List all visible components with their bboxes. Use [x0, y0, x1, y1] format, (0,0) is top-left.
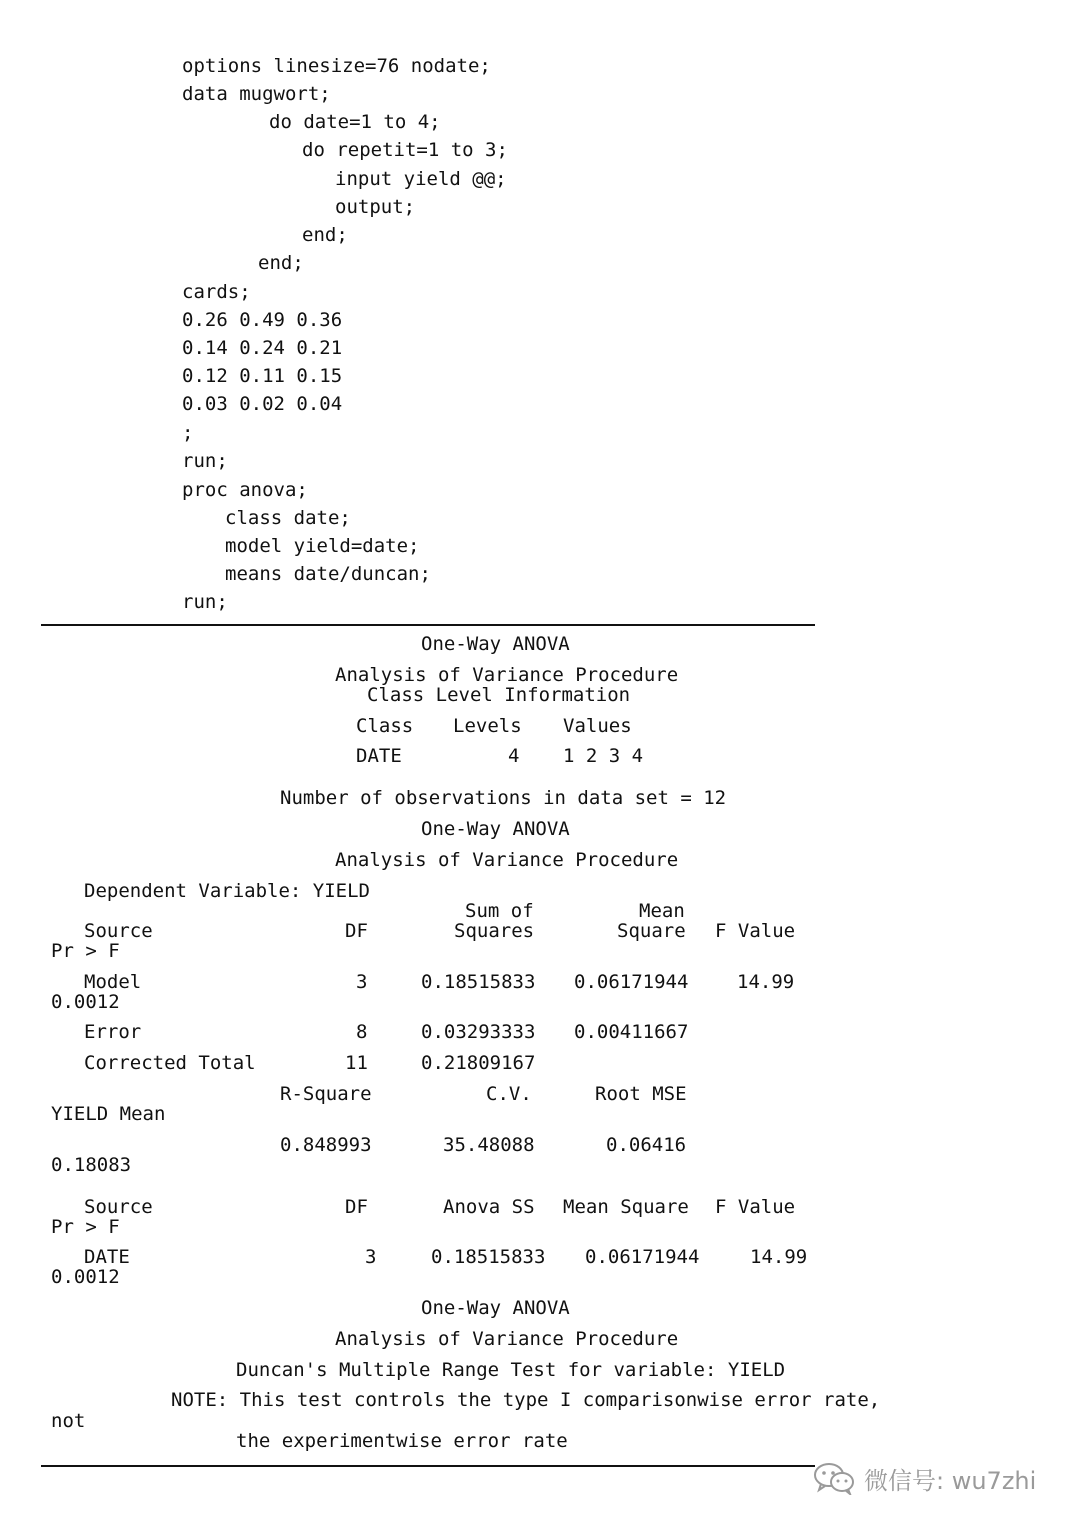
anova-model-f: 14.99 [737, 971, 795, 993]
fit-value-rsq: 0.848993 [280, 1134, 372, 1156]
anova-header-prf: Pr > F [51, 940, 120, 962]
type-header-p: Pr > F [51, 1216, 120, 1238]
type-header-source: Source [84, 1196, 153, 1218]
watermark [812, 1458, 1036, 1498]
anova-model-p: 0.0012 [51, 991, 120, 1013]
fit-header-rmse: Root MSE [595, 1083, 687, 1105]
fit-header-cv: C.V. [486, 1083, 532, 1105]
code-line: class date; [225, 507, 351, 529]
wechat-icon [812, 1461, 856, 1495]
divider-top [41, 624, 815, 626]
type-row-ss: 0.18515833 [431, 1246, 546, 1268]
type-header-df: DF [345, 1196, 368, 1218]
code-line: output; [335, 196, 416, 218]
anova-header-df: DF [345, 920, 368, 942]
anova-error-ss: 0.03293333 [421, 1021, 536, 1043]
class-row-class: DATE [356, 745, 402, 767]
fit-header-mean: YIELD Mean [51, 1103, 166, 1125]
anova-model-ms: 0.06171944 [574, 971, 689, 993]
output-title: One-Way ANOVA [421, 1297, 570, 1319]
fit-value-mean: 0.18083 [51, 1154, 132, 1176]
divider-bottom [41, 1465, 815, 1467]
anova-error-source: Error [84, 1021, 142, 1043]
code-line: 0.03 0.02 0.04 [182, 393, 343, 415]
anova-model-df: 3 [356, 971, 368, 993]
anova-model-source: Model [84, 971, 142, 993]
code-line: end; [258, 252, 304, 274]
type-row-source: DATE [84, 1246, 130, 1268]
code-line: means date/duncan; [225, 563, 431, 585]
type-header-ms: Mean Square [563, 1196, 689, 1218]
type-header-f: F Value [715, 1196, 796, 1218]
code-line: input yield @@; [335, 168, 507, 190]
output-subtitle: Analysis of Variance Procedure [335, 664, 679, 686]
type-header-ss: Anova SS [443, 1196, 535, 1218]
anova-model-ss: 0.18515833 [421, 971, 536, 993]
code-line: run; [182, 450, 228, 472]
output-title: One-Way ANOVA [421, 633, 570, 655]
output-subtitle: Analysis of Variance Procedure [335, 1328, 679, 1350]
class-header-values: Values [563, 715, 632, 737]
anova-error-ms: 0.00411667 [574, 1021, 689, 1043]
watermark-text: 微信号: wu7zhi [864, 1466, 1037, 1495]
anova-header-sum-of: Sum of [465, 900, 534, 922]
class-row-levels: 4 [508, 745, 520, 767]
code-line: 0.26 0.49 0.36 [182, 309, 343, 331]
dependent-variable: Dependent Variable: YIELD [84, 880, 370, 902]
class-row-values: 1 2 3 4 [563, 745, 644, 767]
code-line: options linesize=76 nodate; [182, 55, 491, 77]
anova-header-mean: Mean [639, 900, 685, 922]
code-line: data mugwort; [182, 83, 331, 105]
code-line: do repetit=1 to 3; [302, 139, 508, 161]
code-line: run; [182, 591, 228, 613]
anova-error-df: 8 [356, 1021, 368, 1043]
class-header-class: Class [356, 715, 414, 737]
code-line: 0.14 0.24 0.21 [182, 337, 343, 359]
type-row-df: 3 [365, 1246, 377, 1268]
code-line: ; [182, 422, 194, 444]
anova-header-fvalue: F Value [715, 920, 796, 942]
type-row-ms: 0.06171944 [585, 1246, 700, 1268]
type-row-f: 14.99 [750, 1246, 808, 1268]
output-title: One-Way ANOVA [421, 818, 570, 840]
fit-header-rsq: R-Square [280, 1083, 372, 1105]
note-line: NOTE: This test controls the type I comparisonwise error rate, [171, 1389, 881, 1411]
code-line: end; [302, 224, 348, 246]
output-subtitle: Analysis of Variance Procedure [335, 849, 679, 871]
note-line: the experimentwise error rate [236, 1430, 568, 1452]
anova-total-source: Corrected Total [84, 1052, 256, 1074]
anova-total-df: 11 [345, 1052, 368, 1074]
note-line: not [51, 1410, 86, 1432]
type-row-p: 0.0012 [51, 1266, 120, 1288]
class-header-levels: Levels [453, 715, 522, 737]
code-line: do date=1 to 4; [269, 111, 441, 133]
code-line: 0.12 0.11 0.15 [182, 365, 343, 387]
code-line: model yield=date; [225, 535, 420, 557]
anova-total-ss: 0.21809167 [421, 1052, 536, 1074]
fit-value-rmse: 0.06416 [606, 1134, 687, 1156]
code-line: cards; [182, 281, 251, 303]
anova-header-square: Square [617, 920, 686, 942]
anova-header-squares: Squares [454, 920, 535, 942]
fit-value-cv: 35.48088 [443, 1134, 535, 1156]
anova-header-source: Source [84, 920, 153, 942]
duncan-title: Duncan's Multiple Range Test for variable: YIELD [236, 1359, 786, 1381]
code-line: proc anova; [182, 479, 308, 501]
nobs-line: Number of observations in data set = 12 [280, 787, 727, 809]
class-level-title: Class Level Information [367, 684, 631, 706]
